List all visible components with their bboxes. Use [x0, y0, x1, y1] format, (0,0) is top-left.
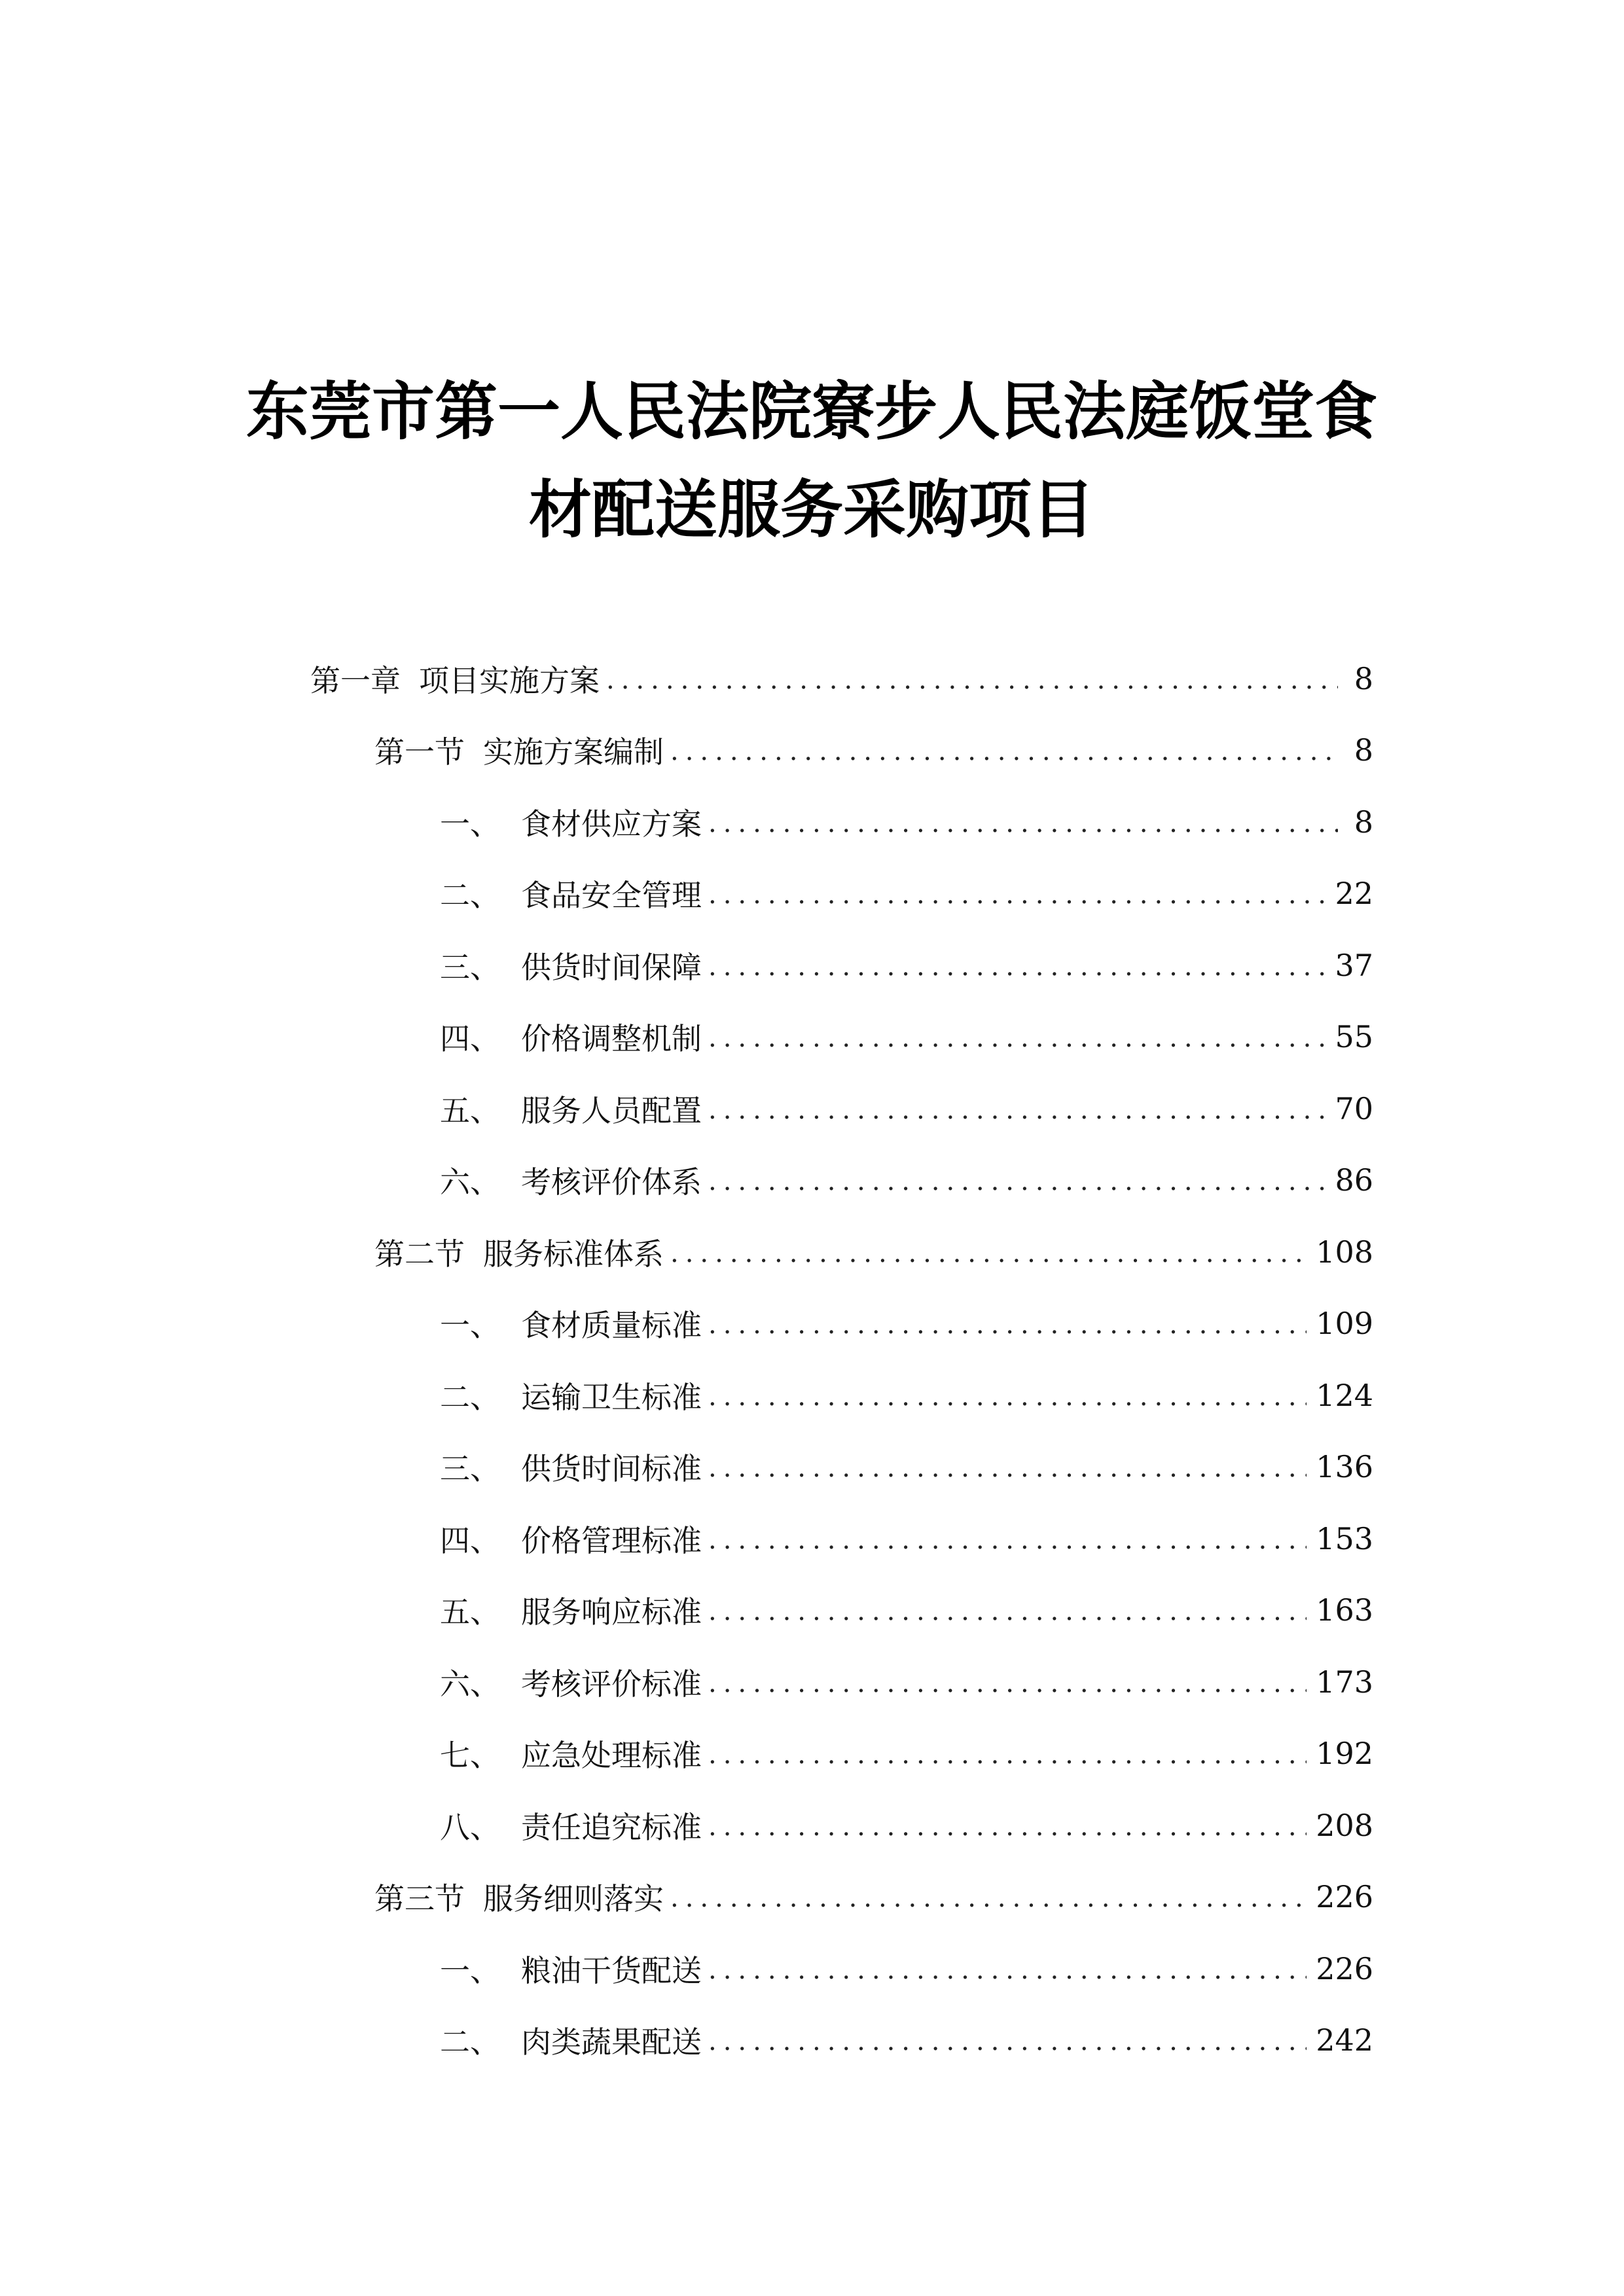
toc-dot-leader	[708, 2026, 1307, 2056]
toc-entry[interactable]	[0, 1933, 1624, 2005]
toc-entry-title: 运输卫生标准	[521, 1379, 702, 1415]
toc-entry-title: 考核评价体系	[521, 1164, 702, 1200]
toc-entry-number: 八、	[440, 1809, 500, 1845]
toc-entry-label	[440, 1445, 702, 1488]
toc-entry-number: 第三节	[374, 1881, 465, 1917]
toc-entry-number: 一、	[440, 1952, 500, 1988]
toc-page-number: 22	[1335, 876, 1373, 912]
toc-entry-label	[440, 1804, 702, 1847]
toc-entry-label	[440, 800, 702, 844]
toc-page-number: 136	[1316, 1449, 1373, 1485]
toc-entry[interactable]	[0, 1575, 1624, 1647]
toc-entry-label	[440, 1517, 702, 1560]
toc-entry-label	[440, 872, 702, 915]
toc-page-number: 70	[1335, 1090, 1373, 1126]
toc-entry-label	[440, 1158, 702, 1202]
toc-entry-number: 第一章	[310, 662, 401, 698]
toc-page-number: 208	[1316, 1807, 1373, 1843]
toc-dot-leader	[708, 880, 1326, 910]
toc-entry-label	[440, 1374, 702, 1417]
toc-entry-number: 二、	[440, 2024, 500, 2060]
toc-entry[interactable]	[0, 858, 1624, 930]
toc-entry[interactable]	[0, 1288, 1624, 1360]
toc-dot-leader	[670, 736, 1338, 766]
toc-entry-number: 六、	[440, 1666, 500, 1702]
toc-page-number: 37	[1335, 947, 1373, 983]
toc-entry[interactable]	[0, 1001, 1624, 1073]
toc-entry-number: 六、	[440, 1164, 500, 1200]
toc-entry-title: 服务响应标准	[521, 1594, 702, 1630]
toc-entry-label	[374, 1230, 664, 1274]
toc-page-number: 153	[1316, 1520, 1373, 1556]
toc-entry-number: 一、	[440, 806, 500, 842]
toc-entry-number: 二、	[440, 878, 500, 914]
toc-entry-label	[310, 657, 600, 700]
toc-dot-leader	[708, 1955, 1307, 1985]
toc-dot-leader	[708, 1525, 1307, 1555]
toc-entry-number: 七、	[440, 1738, 500, 1774]
toc-dot-leader	[606, 665, 1338, 695]
toc-page-number: 226	[1316, 1879, 1373, 1915]
toc-entry-title: 肉类蔬果配送	[521, 2024, 702, 2060]
toc-entry-title: 价格管理标准	[521, 1522, 702, 1558]
toc-entry-number: 五、	[440, 1594, 500, 1630]
toc-entry-number: 第一节	[374, 734, 465, 770]
toc-page-number: 242	[1316, 2022, 1373, 2058]
toc-dot-leader	[708, 808, 1338, 838]
toc-entry[interactable]	[0, 1145, 1624, 1217]
toc-dot-leader	[708, 1453, 1307, 1483]
toc-entry-title: 食材供应方案	[521, 806, 702, 842]
toc-entry-title: 食品安全管理	[521, 878, 702, 914]
toc-page-number: 8	[1354, 732, 1373, 768]
toc-entry-title: 服务人员配置	[521, 1092, 702, 1128]
toc-entry-title: 食材质量标准	[521, 1308, 702, 1344]
toc-entry-title: 供货时间标准	[521, 1451, 702, 1487]
toc-page-number: 124	[1316, 1377, 1373, 1413]
toc-entry-label	[440, 1947, 702, 1990]
toc-entry[interactable]	[0, 1646, 1624, 1718]
toc-entry[interactable]	[0, 1431, 1624, 1503]
toc-entry-number: 四、	[440, 1021, 500, 1057]
toc-dot-leader	[708, 1596, 1307, 1626]
table-of-contents	[0, 643, 1624, 2076]
title-line-2: 材配送服务采购项目	[529, 473, 1094, 547]
title-line-1: 东莞市第一人民法院寮步人民法庭饭堂食	[246, 375, 1377, 449]
toc-page-number: 226	[1316, 1950, 1373, 1986]
toc-entry-number: 三、	[440, 949, 500, 985]
toc-dot-leader	[708, 1166, 1326, 1196]
toc-entry-label	[440, 1087, 702, 1130]
toc-page-number: 163	[1316, 1592, 1373, 1628]
toc-dot-leader	[708, 1095, 1326, 1125]
toc-entry-label	[440, 2018, 702, 2062]
toc-entry-label	[440, 1015, 702, 1058]
toc-page-number: 192	[1316, 1736, 1373, 1772]
toc-entry-label	[440, 1302, 702, 1345]
toc-entry-label	[374, 1875, 664, 1918]
toc-dot-leader	[708, 1812, 1307, 1842]
toc-page-number: 8	[1354, 804, 1373, 840]
toc-entry[interactable]	[0, 1861, 1624, 1933]
toc-entry[interactable]	[0, 2005, 1624, 2077]
toc-entry-number: 三、	[440, 1451, 500, 1487]
toc-entry-number: 二、	[440, 1379, 500, 1415]
toc-entry-title: 项目实施方案	[419, 662, 600, 698]
toc-dot-leader	[708, 1023, 1326, 1053]
toc-entry-number: 五、	[440, 1092, 500, 1128]
toc-page-number: 173	[1316, 1664, 1373, 1700]
toc-entry-number: 四、	[440, 1522, 500, 1558]
toc-dot-leader	[708, 1310, 1307, 1340]
document-title	[196, 363, 1427, 559]
toc-entry-label	[440, 944, 702, 987]
toc-entry-title: 考核评价标准	[521, 1666, 702, 1702]
toc-entry[interactable]	[0, 715, 1624, 787]
toc-dot-leader	[708, 1740, 1307, 1770]
toc-dot-leader	[708, 952, 1326, 982]
toc-page-number: 109	[1316, 1306, 1373, 1342]
toc-entry-title: 价格调整机制	[521, 1021, 702, 1057]
toc-entry[interactable]	[0, 1789, 1624, 1861]
toc-entry-label	[374, 728, 664, 772]
toc-entry-title: 供货时间保障	[521, 949, 702, 985]
toc-dot-leader	[708, 1668, 1307, 1698]
toc-entry-title: 服务标准体系	[483, 1236, 664, 1272]
toc-entry[interactable]	[0, 1073, 1624, 1145]
toc-page-number: 8	[1354, 660, 1373, 696]
toc-dot-leader	[708, 1382, 1307, 1412]
toc-entry[interactable]	[0, 1359, 1624, 1431]
toc-entry-title: 服务细则落实	[483, 1881, 664, 1917]
toc-entry-number: 一、	[440, 1308, 500, 1344]
toc-dot-leader	[670, 1883, 1307, 1913]
toc-entry-title: 粮油干货配送	[521, 1952, 702, 1988]
toc-entry-label	[440, 1660, 702, 1704]
toc-dot-leader	[670, 1238, 1307, 1268]
toc-page-number: 55	[1335, 1019, 1373, 1055]
toc-entry-title: 责任追究标准	[521, 1809, 702, 1845]
toc-entry[interactable]	[0, 1503, 1624, 1575]
toc-entry-number: 第二节	[374, 1236, 465, 1272]
toc-entry[interactable]	[0, 643, 1624, 715]
toc-entry[interactable]	[0, 1216, 1624, 1288]
toc-entry[interactable]	[0, 929, 1624, 1001]
toc-entry[interactable]	[0, 1718, 1624, 1790]
toc-page-number: 108	[1316, 1234, 1373, 1270]
toc-page-number: 86	[1335, 1162, 1373, 1198]
toc-entry-label	[440, 1732, 702, 1775]
toc-entry-title: 实施方案编制	[483, 734, 664, 770]
toc-entry-title: 应急处理标准	[521, 1738, 702, 1774]
toc-entry[interactable]	[0, 786, 1624, 858]
toc-entry-label	[440, 1588, 702, 1632]
